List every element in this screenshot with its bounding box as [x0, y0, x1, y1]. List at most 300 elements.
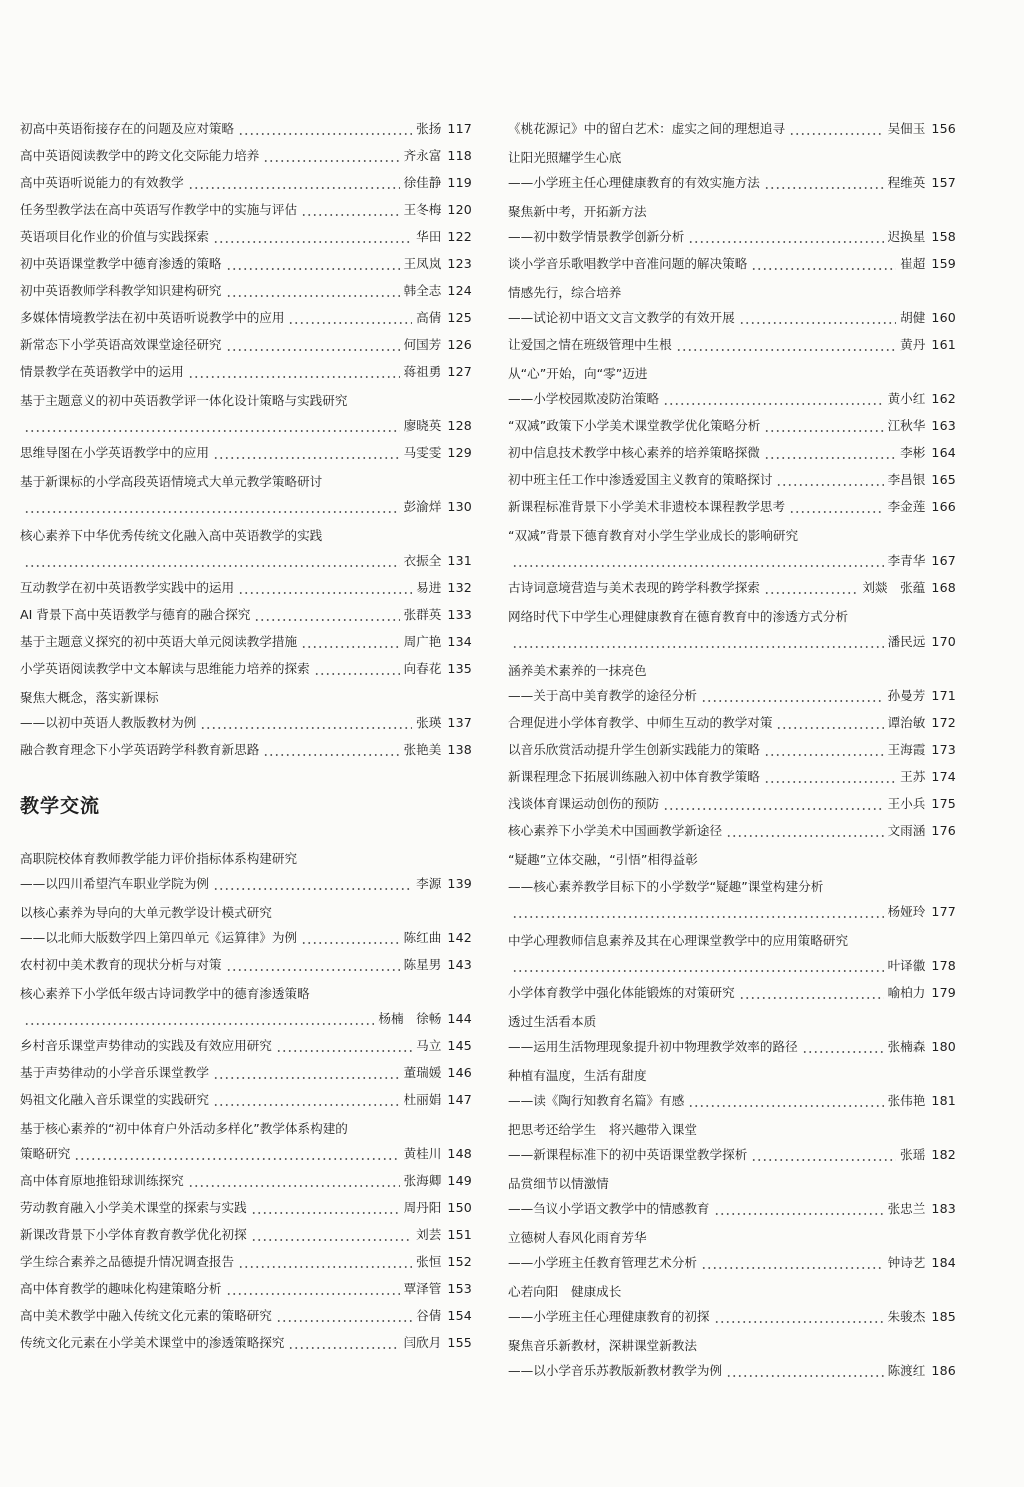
toc-entry-page-number: 159 — [931, 256, 956, 272]
toc-title-line: 高职院校体育教师教学能力评价指标体系构建研究 — [20, 851, 298, 866]
toc-entry — [20, 629, 472, 656]
toc-entry-title: 高中体育原地推铅球训练探究 — [20, 1173, 184, 1189]
toc-entry-author: 周丹阳 — [403, 1200, 442, 1216]
toc-entry-author: 江秋华 — [887, 418, 926, 434]
toc-entry — [508, 251, 956, 278]
toc-title-line: 把思考还给学生 将兴趣带入课堂 — [508, 1122, 697, 1137]
dot-leader — [776, 484, 883, 486]
toc-entry-author: 李金莲 — [887, 499, 926, 515]
toc-entry-page-number: 122 — [447, 229, 472, 245]
toc-entry — [508, 764, 956, 791]
toc-entry-author: 叶译徽 — [887, 958, 926, 974]
dot-leader — [764, 187, 884, 189]
toc-entry-title: ——小学班主任教育管理艺术分析 — [508, 1255, 697, 1271]
dot-leader — [512, 646, 884, 648]
toc-entry-title: 妈祖文化融入音乐课堂的实践研究 — [20, 1092, 209, 1108]
dot-leader — [188, 187, 400, 189]
toc-entry-page-number: 181 — [931, 1093, 956, 1109]
toc-entry-title: 基于主题意义探究的初中英语大单元阅读教学措施 — [20, 634, 298, 650]
toc-entry-author: 张瑛 — [416, 715, 442, 731]
toc-entry-page-number: 145 — [447, 1038, 472, 1054]
toc-entry — [20, 170, 472, 197]
toc-entry-author: 程维英 — [887, 175, 926, 191]
toc-entry — [20, 116, 472, 143]
toc-entry-page-number: 172 — [931, 715, 956, 731]
toc-entry-page-number: 123 — [447, 256, 472, 272]
toc-entry-page-number: 178 — [931, 958, 956, 974]
toc-entry-author: 朱骏杰 — [887, 1309, 926, 1325]
toc-title-line: 网络时代下中学生心理健康教育在德育教育中的渗透方式分析 — [508, 609, 849, 624]
toc-entry-page-number: 138 — [447, 742, 472, 758]
toc-entry — [508, 575, 956, 602]
toc-entry — [20, 251, 472, 278]
toc-entry-author: 刘芸 — [416, 1227, 442, 1243]
toc-entry-page-number: 148 — [447, 1146, 472, 1162]
toc-entry-author: 迟换星 — [887, 229, 926, 245]
toc-entry — [508, 1034, 956, 1061]
toc-entry-author: 李青华 — [887, 553, 926, 569]
toc-entry-title: 浅谈体育课运动创伤的预防 — [508, 796, 660, 812]
toc-entry — [20, 1168, 472, 1195]
toc-title-line: 透过生活看本质 — [508, 1014, 597, 1029]
toc-title-line: 以核心素养为导向的大单元教学设计模式研究 — [20, 905, 272, 920]
dot-leader — [301, 646, 400, 648]
toc-entry-author: 周广艳 — [403, 634, 442, 650]
dot-leader — [276, 1050, 412, 1052]
dot-leader — [238, 1266, 412, 1268]
toc-entry — [508, 710, 956, 737]
dot-leader — [714, 1213, 884, 1215]
toc-entry-author: 谷倩 — [416, 1308, 442, 1324]
toc-entry-title: 让爱国之情在班级管理中生根 — [508, 337, 672, 353]
toc-entry-page-number: 127 — [447, 364, 472, 380]
toc-entry-title: 小学英语阅读教学中文本解读与思维能力培养的探索 — [20, 661, 310, 677]
toc-entry — [508, 1358, 956, 1385]
toc-entry — [20, 602, 472, 629]
toc-entry-page-number: 171 — [931, 688, 956, 704]
toc-title-line: 核心素养下中华优秀传统文化融入高中英语教学的实践 — [20, 528, 323, 543]
toc-entry-title: 初中英语课堂教学中德育渗透的策略 — [20, 256, 222, 272]
toc-entry-author: 陈渡红 — [887, 1363, 926, 1379]
toc-entry — [20, 575, 472, 602]
toc-title-line: ——核心素养教学目标下的小学数学“疑趣”课堂构建分析 — [508, 879, 824, 894]
toc-entry-title: ——读《陶行知教育名篇》有感 — [508, 1093, 685, 1109]
toc-entry-author: 王凤岚 — [403, 256, 442, 272]
toc-entry-author: 王小兵 — [887, 796, 926, 812]
toc-entry-author: 覃泽管 — [403, 1281, 442, 1297]
dot-leader — [512, 916, 884, 918]
toc-entry-author: 潘民远 — [887, 634, 926, 650]
toc-entry-author: 陈红曲 — [403, 930, 442, 946]
toc-entry-author: 齐永富 — [403, 148, 442, 164]
toc-entry-page-number: 149 — [447, 1173, 472, 1189]
dot-leader — [263, 160, 399, 162]
toc-entry-title: 策略研究 — [20, 1146, 71, 1162]
dot-leader — [213, 1077, 400, 1079]
dot-leader — [512, 970, 884, 972]
toc-entry — [20, 332, 472, 359]
toc-entry-page-number: 158 — [931, 229, 956, 245]
toc-entry — [508, 332, 956, 359]
toc-entry — [20, 710, 472, 737]
dot-leader — [213, 241, 412, 243]
dot-leader — [213, 888, 412, 890]
toc-entry-page-number: 166 — [931, 499, 956, 515]
dot-leader — [663, 808, 883, 810]
toc-entry-author: 李昌银 — [887, 472, 926, 488]
dot-leader — [24, 511, 400, 513]
toc-entry-author: 谭治敏 — [887, 715, 926, 731]
dot-leader — [200, 727, 412, 729]
toc-entry-title: ——以北师大版数学四上第四单元《运算律》为例 — [20, 930, 298, 946]
toc-entry-author: 闫欣月 — [403, 1335, 442, 1351]
dot-leader — [789, 133, 884, 135]
toc-entry-author: 喻柏力 — [887, 985, 926, 1001]
toc-entry — [508, 305, 956, 332]
toc-entry — [20, 925, 472, 952]
toc-entry — [20, 952, 472, 979]
dot-leader — [726, 1375, 883, 1377]
toc-entry — [508, 629, 956, 656]
toc-entry-page-number: 119 — [447, 175, 472, 191]
toc-entry-author: 张群英 — [403, 607, 442, 623]
toc-entry-author: 张瑶 — [900, 1147, 926, 1163]
dot-leader — [789, 511, 884, 513]
toc-entry-author: 董瑞媛 — [403, 1065, 442, 1081]
toc-entry-page-number: 124 — [447, 283, 472, 299]
toc-entry-title: 初中信息技术教学中核心素养的培养策略探微 — [508, 445, 760, 461]
toc-entry-author: 崔超 — [900, 256, 926, 272]
dot-leader — [24, 430, 400, 432]
toc-entry-page-number: 129 — [447, 445, 472, 461]
toc-entry-author: 张恒 — [416, 1254, 442, 1270]
toc-entry-author: 李源 — [416, 876, 442, 892]
dot-leader — [726, 835, 883, 837]
toc-entry-page-number: 157 — [931, 175, 956, 191]
dot-leader — [188, 1185, 400, 1187]
toc-entry-title: 初中英语教师学科教学知识建构研究 — [20, 283, 222, 299]
toc-entry-title: ——新课程标准下的初中英语课堂教学探析 — [508, 1147, 748, 1163]
dot-leader — [301, 214, 400, 216]
toc-entry-author: 刘燚 张蕴 — [862, 580, 926, 596]
toc-entry-page-number: 175 — [931, 796, 956, 812]
toc-entry-page-number: 150 — [447, 1200, 472, 1216]
toc-title-line: 品赏细节以情激情 — [508, 1176, 609, 1191]
toc-entry-title: 多媒体情境教学法在初中英语听说教学中的应用 — [20, 310, 285, 326]
toc-entry-author: 张伟艳 — [887, 1093, 926, 1109]
toc-entry-author: 张楠森 — [887, 1039, 926, 1055]
toc-entry-page-number: 180 — [931, 1039, 956, 1055]
toc-entry-title: 互动教学在初中英语教学实践中的运用 — [20, 580, 235, 596]
toc-entry-author: 张忠兰 — [887, 1201, 926, 1217]
toc-title-line: 聚焦音乐新教材，深耕课堂新教法 — [508, 1338, 697, 1353]
toc-entry-page-number: 179 — [931, 985, 956, 1001]
toc-title-line: 涵养美术素养的一抹亮色 — [508, 663, 647, 678]
dot-leader — [676, 349, 896, 351]
toc-entry-page-number: 161 — [931, 337, 956, 353]
toc-entry — [20, 1222, 472, 1249]
dot-leader — [739, 997, 884, 999]
toc-entry-title: “双减”政策下小学美术课堂教学优化策略分析 — [508, 418, 761, 434]
toc-entry — [508, 980, 956, 1007]
dot-leader — [751, 268, 896, 270]
toc-entry-author: 易进 — [416, 580, 442, 596]
toc-entry-author: 黄丹 — [900, 337, 926, 353]
toc-entry — [508, 737, 956, 764]
toc-entry — [20, 1303, 472, 1330]
toc-entry-title: 古诗词意境营造与美术表现的跨学科教学探索 — [508, 580, 760, 596]
toc-entry — [20, 413, 472, 440]
toc-entry-author: 黄桂川 — [403, 1146, 442, 1162]
toc-title-line: 聚焦新中考，开拓新方法 — [508, 204, 647, 219]
toc-title-line: 心若向阳 健康成长 — [508, 1284, 622, 1299]
toc-entry — [508, 548, 956, 575]
toc-entry — [508, 116, 956, 143]
dot-leader — [226, 268, 400, 270]
toc-entry-author: 黄小红 — [887, 391, 926, 407]
toc-entry-title: 初高中英语衔接存在的问题及应对策略 — [20, 121, 235, 137]
toc-entry-title: 高中英语阅读教学中的跨文化交际能力培养 — [20, 148, 260, 164]
toc-entry-page-number: 164 — [931, 445, 956, 461]
toc-entry — [20, 440, 472, 467]
toc-entry — [20, 143, 472, 170]
toc-entry-title: ——小学班主任心理健康教育的初探 — [508, 1309, 710, 1325]
dot-leader — [764, 457, 896, 459]
toc-entry — [20, 1330, 472, 1357]
toc-entry-page-number: 182 — [931, 1147, 956, 1163]
dot-leader — [764, 781, 896, 783]
toc-entry-page-number: 186 — [931, 1363, 956, 1379]
toc-entry — [20, 1249, 472, 1276]
toc-entry-author: 衣振全 — [403, 553, 442, 569]
toc-entry-page-number: 118 — [447, 148, 472, 164]
dot-leader — [288, 322, 412, 324]
toc-entry-page-number: 135 — [447, 661, 472, 677]
toc-title-line: 基于主题意义的初中英语教学评一体化设计策略与实践研究 — [20, 393, 348, 408]
dot-leader — [714, 1321, 884, 1323]
toc-entry-page-number: 170 — [931, 634, 956, 650]
toc-entry-page-number: 163 — [931, 418, 956, 434]
toc-entry-title: 新课程理念下拓展训练融入初中体育教学策略 — [508, 769, 760, 785]
toc-entry-author: 孙曼芳 — [887, 688, 926, 704]
toc-entry — [508, 1304, 956, 1331]
dot-leader — [226, 349, 400, 351]
toc-entry-title: ——关于高中美育教学的途径分析 — [508, 688, 697, 704]
toc-entry-page-number: 168 — [931, 580, 956, 596]
toc-entry-page-number: 130 — [447, 499, 472, 515]
dot-leader — [301, 942, 400, 944]
dot-leader — [213, 1104, 400, 1106]
toc-entry-author: 张艳美 — [403, 742, 442, 758]
toc-entry-title: 乡村音乐课堂声势律动的实践及有效应用研究 — [20, 1038, 272, 1054]
toc-entry-author: 吴佃玉 — [887, 121, 926, 137]
toc-entry — [20, 1195, 472, 1222]
toc-entry — [20, 737, 472, 764]
toc-entry-author: 张海卿 — [403, 1173, 442, 1189]
dot-leader — [263, 754, 399, 756]
toc-entry-page-number: 139 — [447, 876, 472, 892]
toc-entry-page-number: 125 — [447, 310, 472, 326]
toc-title-line: 基于新课标的小学高段英语情境式大单元教学策略研讨 — [20, 474, 323, 489]
toc-title-line: 种植有温度，生活有甜度 — [508, 1068, 647, 1083]
toc-entry-page-number: 147 — [447, 1092, 472, 1108]
dot-leader — [251, 1212, 400, 1214]
toc-entry — [20, 494, 472, 521]
toc-title-line: 从“心”开始，向“零”迈进 — [508, 366, 648, 381]
toc-entry-page-number: 151 — [447, 1227, 472, 1243]
toc-entry-page-number: 183 — [931, 1201, 956, 1217]
toc-entry-page-number: 120 — [447, 202, 472, 218]
toc-title-line: 聚焦大概念，落实新课标 — [20, 690, 159, 705]
toc-entry-page-number: 154 — [447, 1308, 472, 1324]
toc-entry — [508, 413, 956, 440]
toc-entry — [20, 197, 472, 224]
toc-entry-title: AI 背景下高中英语教学与德育的融合探究 — [20, 607, 251, 623]
toc-entry-title: ——以小学音乐苏教版新教材教学为例 — [508, 1363, 723, 1379]
toc-entry-page-number: 162 — [931, 391, 956, 407]
toc-entry-author: 杜丽娟 — [403, 1092, 442, 1108]
toc-entry-title: 高中美术教学中融入传统文化元素的策略研究 — [20, 1308, 272, 1324]
toc-entry-author: 何国芳 — [403, 337, 442, 353]
toc-title-line: “疑趣”立体交融，“引悟”相得益彰 — [508, 852, 698, 867]
toc-entry-author: 彭渝烊 — [403, 499, 442, 515]
toc-entry — [20, 1141, 472, 1168]
toc-entry — [508, 1088, 956, 1115]
toc-entry — [508, 683, 956, 710]
toc-entry — [508, 899, 956, 926]
toc-entry-title: 传统文化元素在小学美术课堂中的渗透策略探究 — [20, 1335, 285, 1351]
toc-entry-page-number: 142 — [447, 930, 472, 946]
toc-entry — [20, 656, 472, 683]
toc-entry-author: 王冬梅 — [403, 202, 442, 218]
toc-entry-title: 思维导图在小学英语教学中的应用 — [20, 445, 209, 461]
toc-entry-author: 韩全志 — [403, 283, 442, 299]
dot-leader — [751, 1159, 896, 1161]
toc-entry-author: 廖晓英 — [403, 418, 442, 434]
toc-entry-title: 融合教育理念下小学英语跨学科教育新思路 — [20, 742, 260, 758]
toc-entry-title: 新课程标准背景下小学美术非遗校本课程教学思考 — [508, 499, 786, 515]
toc-entry-title: 农村初中美术教育的现状分析与对策 — [20, 957, 222, 973]
dot-leader — [764, 430, 883, 432]
toc-entry-page-number: 126 — [447, 337, 472, 353]
toc-entry-author: 高倩 — [416, 310, 442, 326]
toc-entry-author: 杨娅玲 — [887, 904, 926, 920]
toc-entry — [508, 1142, 956, 1169]
toc-entry-page-number: 156 — [931, 121, 956, 137]
toc-entry-title: ——刍议小学语文教学中的情感教育 — [508, 1201, 710, 1217]
toc-entry-title: 《桃花源记》中的留白艺术：虚实之间的理想追寻 — [508, 121, 786, 137]
dot-leader — [802, 1051, 884, 1053]
toc-title-line: 立德树人春风化雨育芳华 — [508, 1230, 647, 1245]
toc-entry — [20, 871, 472, 898]
dot-leader — [24, 565, 400, 567]
toc-entry-page-number: 131 — [447, 553, 472, 569]
dot-leader — [251, 1239, 412, 1241]
toc-entry — [20, 224, 472, 251]
toc-right-column — [508, 116, 956, 1385]
toc-entry-title: ——小学班主任心理健康教育的有效实施方法 — [508, 175, 760, 191]
toc-entry-title: 任务型教学法在高中英语写作教学中的实施与评估 — [20, 202, 298, 218]
toc-entry — [508, 818, 956, 845]
dot-leader — [512, 565, 884, 567]
dot-leader — [74, 1158, 399, 1160]
toc-entry — [20, 278, 472, 305]
toc-entry — [508, 953, 956, 980]
toc-entry-title: 英语项目化作业的价值与实践探索 — [20, 229, 209, 245]
toc-entry-title: 以音乐欣赏活动提升学生创新实践能力的策略 — [508, 742, 760, 758]
toc-title-line: 情感先行，综合培养 — [508, 285, 622, 300]
dot-leader — [238, 592, 412, 594]
toc-title-line: “双减”背景下德育教育对小学生学业成长的影响研究 — [508, 528, 799, 543]
toc-entry-author: 马雯雯 — [403, 445, 442, 461]
toc-entry — [508, 467, 956, 494]
toc-entry — [20, 359, 472, 386]
toc-entry-title: ——初中数学情景教学创新分析 — [508, 229, 685, 245]
dot-leader — [688, 1105, 883, 1107]
toc-entry-title: 劳动教育融入小学美术课堂的探索与实践 — [20, 1200, 247, 1216]
toc-entry-title: ——试论初中语文文言文教学的有效开展 — [508, 310, 735, 326]
toc-entry-title: 初中班主任工作中渗透爱国主义教育的策略探讨 — [508, 472, 773, 488]
dot-leader — [314, 673, 400, 675]
toc-entry-page-number: 128 — [447, 418, 472, 434]
toc-entry-title: 高中英语听说能力的有效教学 — [20, 175, 184, 191]
toc-entry-title: 小学体育教学中强化体能锻炼的对策研究 — [508, 985, 735, 1001]
toc-entry — [508, 386, 956, 413]
dot-leader — [663, 403, 883, 405]
toc-entry — [20, 548, 472, 575]
toc-entry — [508, 494, 956, 521]
toc-entry-title: 新课改背景下小学体育教育教学优化初探 — [20, 1227, 247, 1243]
toc-entry-title: 基于声势律动的小学音乐课堂教学 — [20, 1065, 209, 1081]
dot-leader — [288, 1347, 399, 1349]
toc-entry-page-number: 174 — [931, 769, 956, 785]
toc-entry — [508, 1196, 956, 1223]
toc-entry-author: 张扬 — [416, 121, 442, 137]
toc-entry-title: 新常态下小学英语高效课堂途径研究 — [20, 337, 222, 353]
toc-entry-page-number: 185 — [931, 1309, 956, 1325]
toc-entry-title: 核心素养下小学美术中国画教学新途径 — [508, 823, 723, 839]
toc-entry-page-number: 160 — [931, 310, 956, 326]
toc-title-line: 基于核心素养的“初中体育户外活动多样化”教学体系构建的 — [20, 1121, 348, 1136]
toc-entry-title: 高中体育教学的趣味化构建策略分析 — [20, 1281, 222, 1297]
toc-entry-page-number: 165 — [931, 472, 956, 488]
toc-entry-author: 李彬 — [900, 445, 926, 461]
toc-entry-page-number: 134 — [447, 634, 472, 650]
toc-entry-title: ——运用生活物理现象提升初中物理教学效率的路径 — [508, 1039, 798, 1055]
toc-entry-author: 王海霞 — [887, 742, 926, 758]
dot-leader — [188, 376, 400, 378]
toc-entry-author: 王苏 — [900, 769, 926, 785]
toc-entry — [20, 1006, 472, 1033]
toc-entry — [508, 440, 956, 467]
dot-leader — [226, 295, 400, 297]
dot-leader — [739, 322, 896, 324]
toc-entry — [20, 1060, 472, 1087]
toc-entry-author: 徐佳静 — [403, 175, 442, 191]
toc-entry-page-number: 133 — [447, 607, 472, 623]
dot-leader — [254, 619, 399, 621]
toc-entry-page-number: 155 — [447, 1335, 472, 1351]
toc-entry — [20, 1033, 472, 1060]
toc-entry-title: ——以四川希望汽车职业学院为例 — [20, 876, 209, 892]
toc-entry-author: 华田 — [416, 229, 442, 245]
dot-leader — [213, 457, 400, 459]
toc-title-line: 让阳光照耀学生心底 — [508, 150, 622, 165]
toc-entry-page-number: 177 — [931, 904, 956, 920]
toc-entry — [20, 1276, 472, 1303]
dot-leader — [701, 700, 884, 702]
section-heading: 教学交流 — [20, 794, 101, 817]
